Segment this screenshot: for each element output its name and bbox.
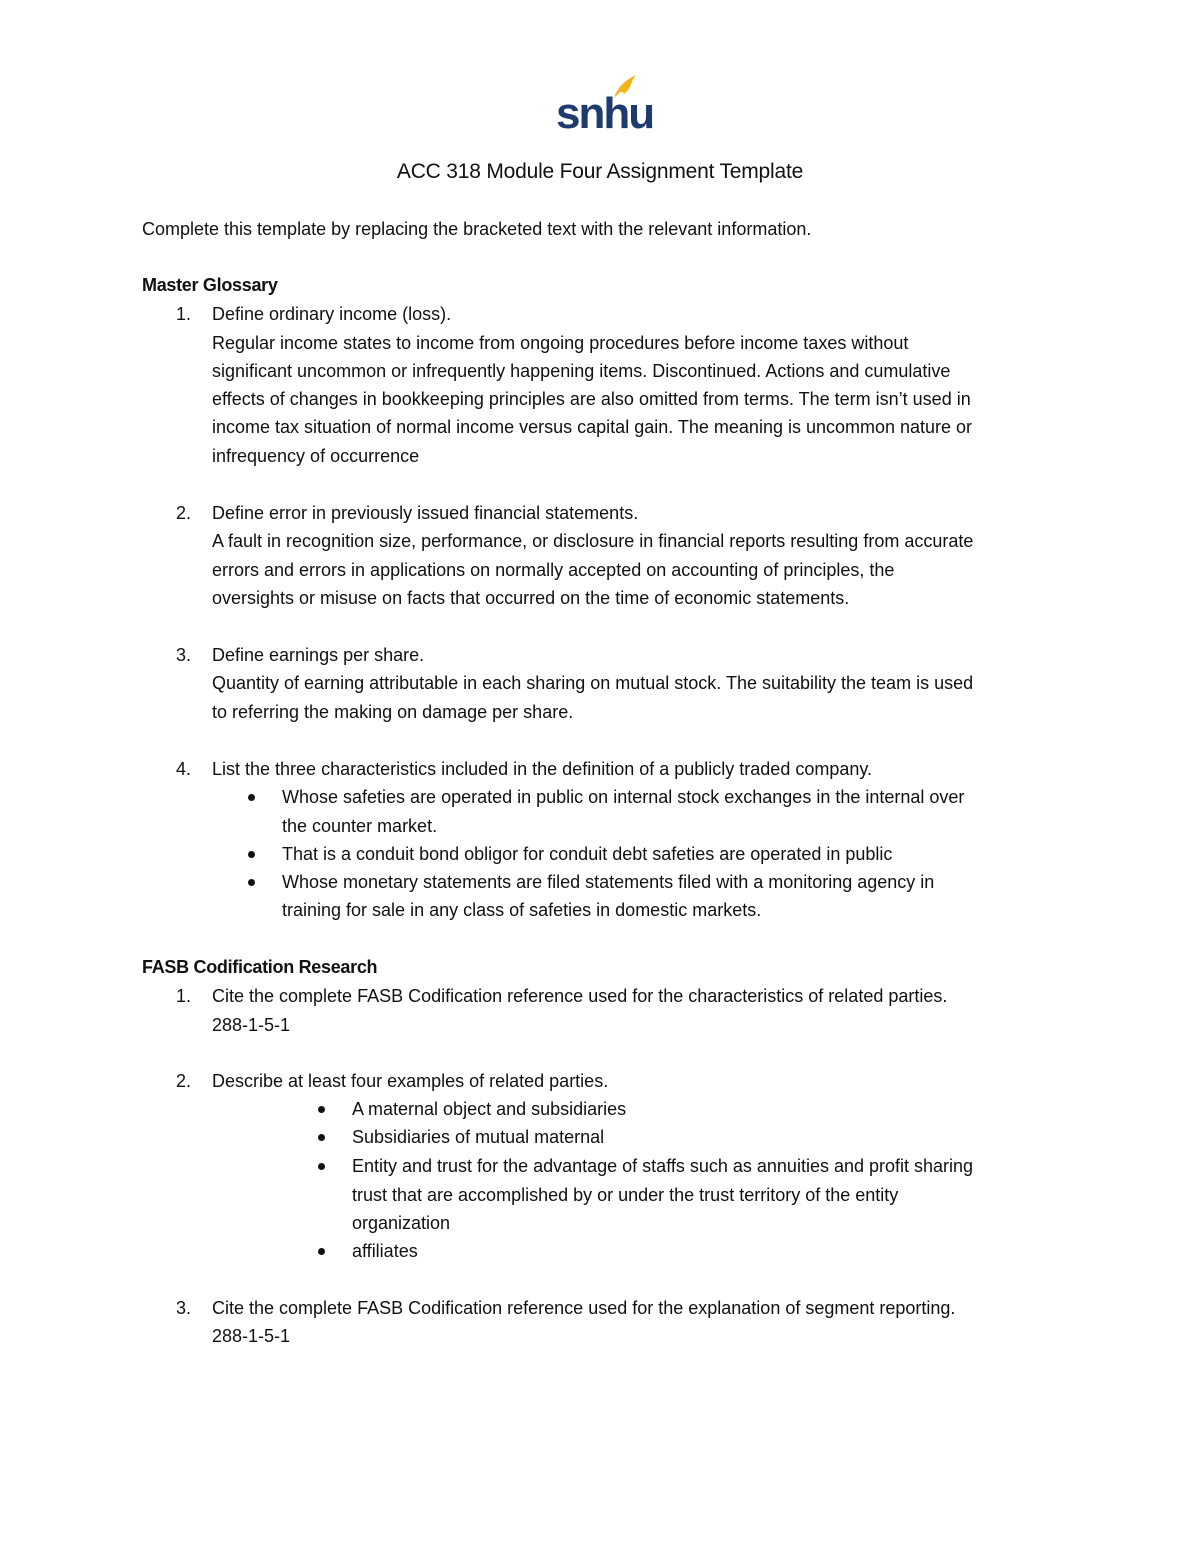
fasb-item-2-bullet-line: organization xyxy=(352,1213,451,1233)
glossary-item-4-bullet-line: the counter market. xyxy=(282,816,438,836)
fasb-item-2-bullet-line: trust that are accomplished by or under the trust territory of the entity xyxy=(352,1185,899,1205)
glossary-item-1-number: 1. xyxy=(176,304,192,324)
glossary-item-3-answer-line: to referring the making on damage per share. xyxy=(212,702,574,722)
fasb-item-3-question: Cite the complete FASB Codification reference used for the explanation of segment reporting. xyxy=(212,1298,956,1318)
glossary-item-1-question: Define ordinary income (loss). xyxy=(212,304,452,324)
glossary-item-4-question: List the three characteristics included in the definition of a publicly traded company. xyxy=(212,759,873,779)
glossary-item-3-question: Define earnings per share. xyxy=(212,645,425,665)
glossary-item-2-answer-line: errors and errors in applications on normally accepted on accounting of principles, the xyxy=(212,560,895,580)
fasb-item-1-number: 1. xyxy=(176,986,192,1006)
fasb-item-2-bullet-line: Subsidiaries of mutual maternal xyxy=(352,1127,605,1147)
document-title: ACC 318 Module Four Assignment Template xyxy=(396,160,804,183)
glossary-item-1-answer-line: infrequency of occurrence xyxy=(212,446,420,466)
bullet-dot xyxy=(318,1163,325,1170)
glossary-item-4-bullet-line: Whose safeties are operated in public on internal stock exchanges in the internal over xyxy=(282,787,965,807)
fasb-item-1-answer: 288-1-5-1 xyxy=(212,1015,291,1035)
glossary-item-4-bullet-line: Whose monetary statements are filed statements filed with a monitoring agency in xyxy=(282,872,935,892)
fasb-item-2-bullet-line: A maternal object and subsidiaries xyxy=(352,1099,627,1119)
fasb-item-2-bullet-line: affiliates xyxy=(352,1241,418,1261)
bullet-dot xyxy=(318,1134,325,1141)
glossary-item-1-answer-line: effects of changes in bookkeeping principles are also omitted from terms. The term isn’t used in xyxy=(212,389,971,409)
fasb-item-2-number: 2. xyxy=(176,1071,192,1091)
fasb-item-2-question: Describe at least four examples of related parties. xyxy=(212,1071,609,1091)
glossary-item-4-number: 4. xyxy=(176,759,192,779)
fasb-item-3-answer: 288-1-5-1 xyxy=(212,1326,291,1346)
bullet-dot xyxy=(248,851,255,858)
logo-text: snhu xyxy=(556,89,654,138)
glossary-item-3-number: 3. xyxy=(176,645,192,665)
glossary-item-2-question: Define error in previously issued financial statements. xyxy=(212,503,639,523)
bullet-dot xyxy=(248,794,255,801)
glossary-item-3-answer-line: Quantity of earning attributable in each sharing on mutual stock. The suitability the team is used xyxy=(212,673,974,693)
fasb-item-1-question: Cite the complete FASB Codification reference used for the characteristics of related parties. xyxy=(212,986,948,1006)
glossary-item-2-answer-line: oversights or misuse on facts that occurred on the time of economic statements. xyxy=(212,588,850,608)
glossary-item-2-number: 2. xyxy=(176,503,192,523)
bullet-dot xyxy=(318,1248,325,1255)
glossary-item-4-bullet-line: training for sale in any class of safeties in domestic markets. xyxy=(282,900,762,920)
glossary-item-2-answer-line: A fault in recognition size, performance, or disclosure in financial reports resulting from accurate xyxy=(212,531,974,551)
glossary-item-1-answer-line: Regular income states to income from ongoing procedures before income taxes without xyxy=(212,333,909,353)
fasb-research-heading: FASB Codification Research xyxy=(142,957,378,977)
fasb-item-2-bullet-line: Entity and trust for the advantage of staffs such as annuities and profit sharing xyxy=(352,1156,974,1176)
glossary-item-4-bullet-line: That is a conduit bond obligor for conduit debt safeties are operated in public xyxy=(282,844,893,864)
glossary-item-1-answer-line: income tax situation of normal income versus capital gain. The meaning is uncommon nature or xyxy=(212,417,973,437)
fasb-item-3-number: 3. xyxy=(176,1298,192,1318)
bullet-dot xyxy=(318,1106,325,1113)
bullet-dot xyxy=(248,879,255,886)
snhu-logo xyxy=(556,72,654,138)
intro-text: Complete this template by replacing the bracketed text with the relevant information. xyxy=(142,219,812,239)
master-glossary-heading: Master Glossary xyxy=(142,275,278,295)
glossary-item-1-answer-line: significant uncommon or infrequently happening items. Discontinued. Actions and cumulative xyxy=(212,361,951,381)
